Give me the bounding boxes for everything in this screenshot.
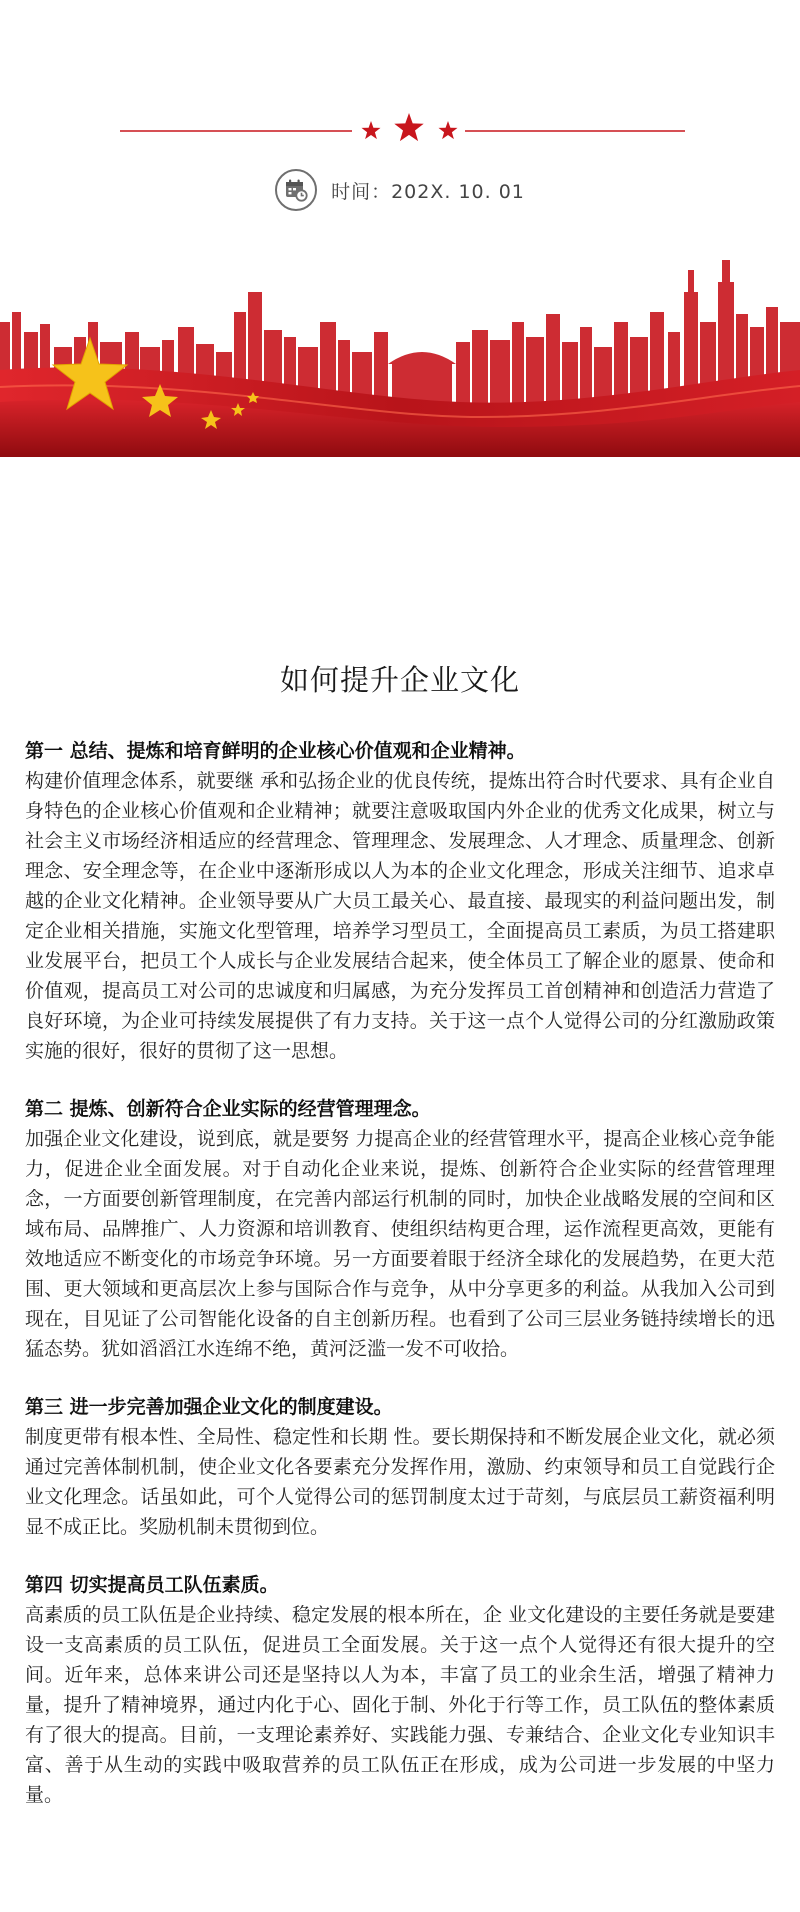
article-section [25, 1094, 775, 1364]
star-icon [362, 121, 381, 139]
section-paragraph: 构建价值理念体系，就要继 承和弘扬企业的优良传统，提炼出符合时代要求、具有企业自身特色的企业核心价值观和企业精神；就要注意吸取国内外企业的优秀文化成果，树立与社会主义市场经济相适应的经营理念、管理理念、发展理念、人才理念、质量理念、创新理念、安全理念等，在企业中逐渐形成以人为本的企业文化理念，形成关注细节、追求卓越的企业文化精神。企业领导要从广大员工最关心、最直接、最现实的利益问题出发，制定企业相关措施，实施文化型管理，培养学习型员工，全面提高员工素质，为员工搭建职业发展平台，把员工个人成长与企业发展结合起来，使全体员工了解企业的愿景、使命和价值观，提高员工对公司的忠诚度和归属感，为充分发挥员工首创精神和创造活力营造了良好环境，为企业可持续发展提供了有力支持。关于这一点个人觉得公司的分红激励政策实施的很好，很好的贯彻了这一思想。 [25, 770, 775, 1062]
article-section [25, 1570, 775, 1810]
section-heading: 第三 进一步完善加强企业文化的制度建设。 [25, 1396, 393, 1418]
star-icon [394, 113, 423, 141]
section-heading: 第四 切实提高员工队伍素质。 [25, 1574, 279, 1596]
banner-skyline [0, 252, 800, 457]
section-paragraph: 制度更带有根本性、全局性、稳定性和长期 性。要长期保持和不断发展企业文化，就必须通过完善体制机制，使企业文化各要素充分发挥作用，激励、约束领导和员工自觉践行企业文化理念。话虽如此，可个人觉得公司的惩罚制度太过于苛刻，与底层员工薪资福利明显不成正比。奖励机制未贯彻到位。 [25, 1426, 775, 1538]
date-label: 时间：202X. 10. 01 [331, 180, 525, 203]
section-heading: 第一 总结、提炼和培育鲜明的企业核心价值观和企业精神。 [25, 740, 526, 762]
section-heading: 第二 提炼、创新符合企业实际的经营管理理念。 [25, 1098, 431, 1120]
calendar-clock-icon [275, 169, 317, 211]
article-section [25, 736, 775, 1066]
header-ornament [0, 110, 800, 150]
section-paragraph: 加强企业文化建设，说到底，就是要努 力提高企业的经营管理水平，提高企业核心竞争能力，促进企业全面发展。对于自动化企业来说，提炼、创新符合企业实际的经营管理理念，一方面要创新管理制度，在完善内部运行机制的同时，加快企业战略发展的空间和区域布局、品牌推广、人力资源和培训教育、使组织结构更合理，运作流程更高效，更能有效地适应不断变化的市场竞争环境。另一方面要着眼于经济全球化的发展趋势，在更大范围、更大领域和更高层次上参与国际合作与竞争，从中分享更多的利益。从我加入公司到现在，目见证了公司智能化设备的自主创新历程。也看到了公司三层业务链持续增长的迅猛态势。犹如滔滔江水连绵不绝，黄河泛滥一发不可收拾。 [25, 1128, 775, 1360]
article-body [25, 736, 775, 1838]
article-section [25, 1392, 775, 1542]
article-title: 如何提升企业文化 [279, 663, 520, 697]
date-row [0, 168, 800, 212]
star-icon [439, 121, 458, 139]
section-paragraph: 高素质的员工队伍是企业持续、稳定发展的根本所在，企 业文化建设的主要任务就是要建设一支高素质的员工队伍，促进员工全面发展。关于这一点个人觉得还有很大提升的空间。近年来，总体来讲公司还是坚持以人为本，丰富了员工的业余生活，增强了精神力量，提升了精神境界，通过内化于心、固化于制、外化于行等工作，员工队伍的整体素质有了很大的提高。目前，一支理论素养好、实践能力强、专兼结合、企业文化专业知识丰富、善于从生动的实践中吸取营养的员工队伍正在形成，成为公司进一步发展的中坚力量。 [25, 1604, 775, 1806]
